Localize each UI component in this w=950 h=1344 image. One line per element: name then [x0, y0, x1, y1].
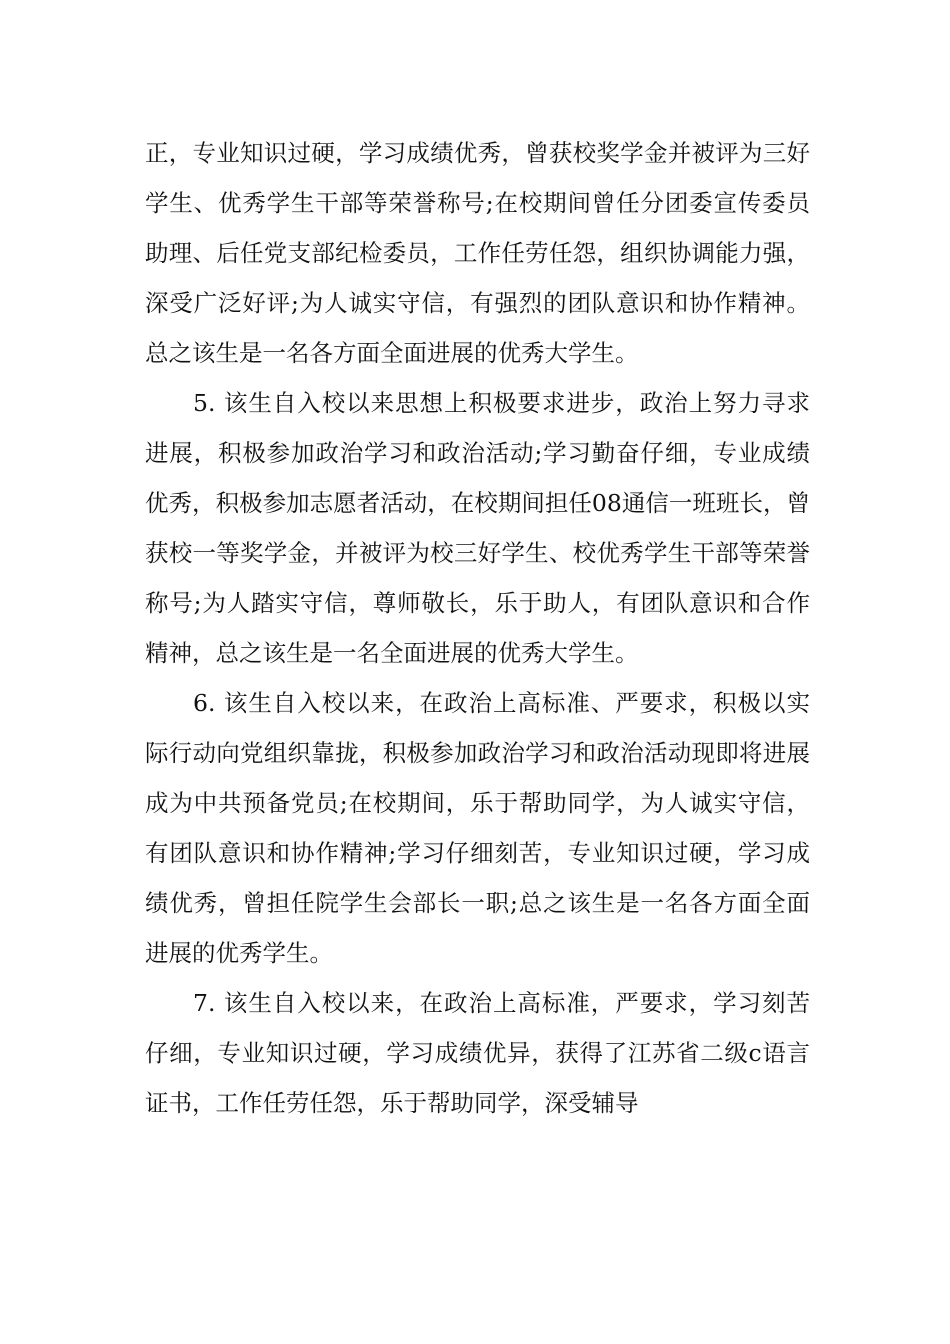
paragraph-item-7: 7. 该生自入校以来，在政治上高标准，严要求，学习刻苦仔细，专业知识过硬，学习成绩优异，获得了江苏省二级c语言证书，工作任劳任怨，乐于帮助同学，深受辅导: [145, 989, 810, 1117]
paragraph-item-5: 5. 该生自入校以来思想上积极要求进步，政治上努力寻求进展，积极参加政治学习和政治活动;学习勤奋仔细，专业成绩优秀，积极参加志愿者活动，在校期间担任08通信一班班长，曾获校一等奖学金，并被评为校三好学生、校优秀学生干部等荣誉称号;为人踏实守信，尊师敬长，乐于助人，有团队意识和合作精神，总之该生是一名全面进展的优秀大学生。: [145, 389, 810, 667]
document-body: [145, 128, 810, 1128]
paragraph-continued: 正，专业知识过硬，学习成绩优秀，曾获校奖学金并被评为三好学生、优秀学生干部等荣誉称号;在校期间曾任分团委宣传委员助理、后任党支部纪检委员，工作任劳任怨，组织协调能力强，深受广泛好评;为人诚实守信，有强烈的团队意识和协作精神。总之该生是一名各方面全面进展的优秀大学生。: [145, 139, 810, 367]
paragraph-item-6: 6. 该生自入校以来，在政治上高标准、严要求，积极以实际行动向党组织靠拢，积极参加政治学习和政治活动现即将进展成为中共预备党员;在校期间，乐于帮助同学，为人诚实守信，有团队意识和协作精神;学习仔细刻苦，专业知识过硬，学习成绩优秀，曾担任院学生会部长一职;总之该生是一名各方面全面进展的优秀学生。: [145, 689, 810, 967]
